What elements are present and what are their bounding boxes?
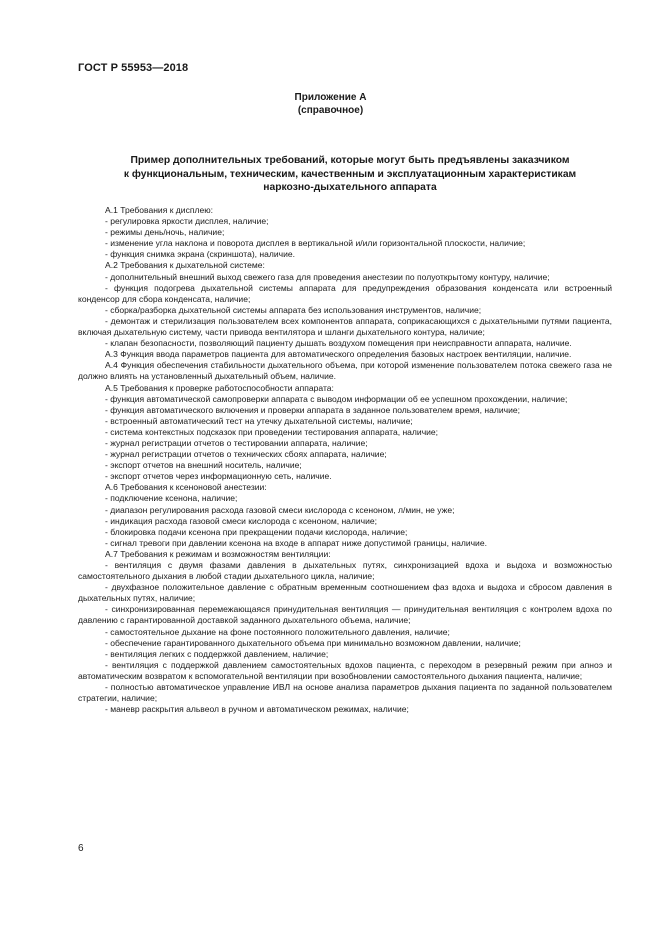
- list-item: - дополнительный внешний выход свежего газа для проведения анестезии по полуоткрытому контуру, наличие;: [105, 271, 550, 282]
- appendix-title: [100, 154, 600, 195]
- list-item: - подключение ксенона, наличие;: [105, 493, 238, 504]
- list-item: - функция подогрева дыхательной системы аппарата для предупреждения образования конденсата или встроенный конденсор для сбора конденсата, наличие;: [78, 282, 612, 304]
- list-item: - функция автоматического включения и проверки аппарата в заданное пользователем время, наличие;: [105, 404, 520, 415]
- list-item: - журнал регистрации отчетов о технических сбоях аппарата, наличие;: [105, 449, 387, 460]
- list-item: - система контекстных подсказок при проведении тестирования аппарата, наличие;: [105, 426, 439, 437]
- list-item: - маневр раскрытия альвеол в ручном и автоматическом режимах, наличие;: [105, 704, 409, 715]
- list-item: - полностью автоматическое управление ИВЛ на основе анализа параметров дыхания пациента по заданной пользователем стратегии, наличие;: [78, 682, 612, 704]
- appendix-label: Приложение А: [294, 92, 367, 103]
- appendix-body: [78, 205, 612, 715]
- list-item: - клапан безопасности, позволяющий пациенту дышать воздухом помещения при неисправности аппарата, наличие.: [105, 338, 572, 349]
- list-item: - синхронизированная перемежающаяся принудительная вентиляция — принудительная вентиляция с контролем вдоха по давлению с гарантированной доставкой заданного дыхательного объема, наличие;: [78, 604, 612, 626]
- list-item: - экспорт отчетов на внешний носитель, наличие;: [105, 460, 302, 471]
- list-item: - экспорт отчетов через информационную сеть, наличие.: [105, 471, 332, 482]
- list-item: - диапазон регулирования расхода газовой смеси кислорода с ксеноном, л/мин, не уже;: [105, 504, 455, 515]
- list-item: - двухфазное положительное давление с обратным временным соотношением фаз вдоха и выдоха и сбросом давления в дыхательных путях, наличие;: [78, 582, 612, 604]
- title-line: Пример дополнительных требований, которые могут быть предъявлены заказчиком: [130, 155, 570, 166]
- paragraph: А.7 Требования к режимам и возможностям вентиляции:: [105, 548, 331, 559]
- list-item: - режимы день/ночь, наличие;: [105, 227, 225, 238]
- list-item: - изменение угла наклона и поворота дисплея в вертикальной и/или горизонтальной плоскости, наличие;: [105, 238, 526, 249]
- paragraph: А.2 Требования к дыхательной системе:: [105, 260, 265, 271]
- paragraph: А.4 Функция обеспечения стабильности дыхательного объема, при которой изменение пользователем потока свежего газа не должно влиять на установленный дыхательный объем, наличие.: [78, 360, 612, 382]
- standard-header: ГОСТ Р 55953—2018: [78, 62, 189, 74]
- title-line: наркозно-дыхательного аппарата: [263, 182, 437, 193]
- list-item: - вентиляция легких с поддержкой давлением, наличие;: [105, 648, 329, 659]
- list-item: - демонтаж и стерилизация пользователем всех компонентов аппарата, соприкасающихся с дыхательными путями пациента, включая дыхательную систему, части привода вентилятора и шланги дыхательного контура, наличие;: [78, 315, 612, 338]
- page-number: 6: [78, 843, 84, 854]
- list-item: - встроенный автоматический тест на утечку дыхательной системы, наличие;: [105, 415, 413, 426]
- appendix-note: (справочное): [297, 105, 364, 116]
- list-item: - сигнал тревоги при давлении ксенона на входе в аппарат ниже допустимой границы, наличие.: [105, 537, 487, 548]
- list-item: - вентиляция с поддержкой давлением самостоятельных вдохов пациента, с переходом в резервный режим при апноэ и автоматическим возвратом к вспомогательной вентиляции при возобновлении самостоятельного дыхания пациента, наличие;: [78, 659, 612, 681]
- title-line: к функциональным, техническим, качественным и эксплуатационным характеристикам: [123, 168, 577, 180]
- list-item: - блокировка подачи ксенона при прекращении подачи кислорода, наличие;: [105, 526, 408, 537]
- list-item: - сборка/разборка дыхательной системы аппарата без использования инструментов, наличие;: [105, 304, 482, 315]
- paragraph: А.3 Функция ввода параметров пациента для автоматического определения базовых настроек вентиляции, наличие.: [105, 349, 572, 360]
- appendix-heading: [0, 91, 661, 117]
- paragraph: А.6 Требования к ксеноновой анестезии:: [105, 482, 267, 493]
- list-item: - функция снимка экрана (скриншота), наличие.: [105, 249, 296, 260]
- list-item: - регулировка яркости дисплея, наличие;: [105, 216, 269, 227]
- list-item: - журнал регистрации отчетов о тестировании аппарата, наличие;: [105, 437, 368, 448]
- list-item: - функция автоматической самопроверки аппарата с выводом информации об ее успешном прохождении, наличие;: [105, 393, 568, 404]
- list-item: - самостоятельное дыхание на фоне постоянного положительного давления, наличие;: [105, 626, 450, 637]
- list-item: - вентиляция с двумя фазами давления в дыхательных путях, синхронизацией вдоха и выдоха и возможностью самостоятельного дыхания в любой стадии дыхательного цикла, наличие;: [78, 560, 612, 582]
- paragraph: А.1 Требования к дисплею:: [105, 205, 214, 215]
- paragraph: А.5 Требования к проверке работоспособности аппарата:: [105, 382, 334, 393]
- list-item: - индикация расхода газовой смеси кислорода с ксеноном, наличие;: [105, 515, 378, 526]
- list-item: - обеспечение гарантированного дыхательного объема при минимально возможном давлении, наличие;: [105, 637, 521, 648]
